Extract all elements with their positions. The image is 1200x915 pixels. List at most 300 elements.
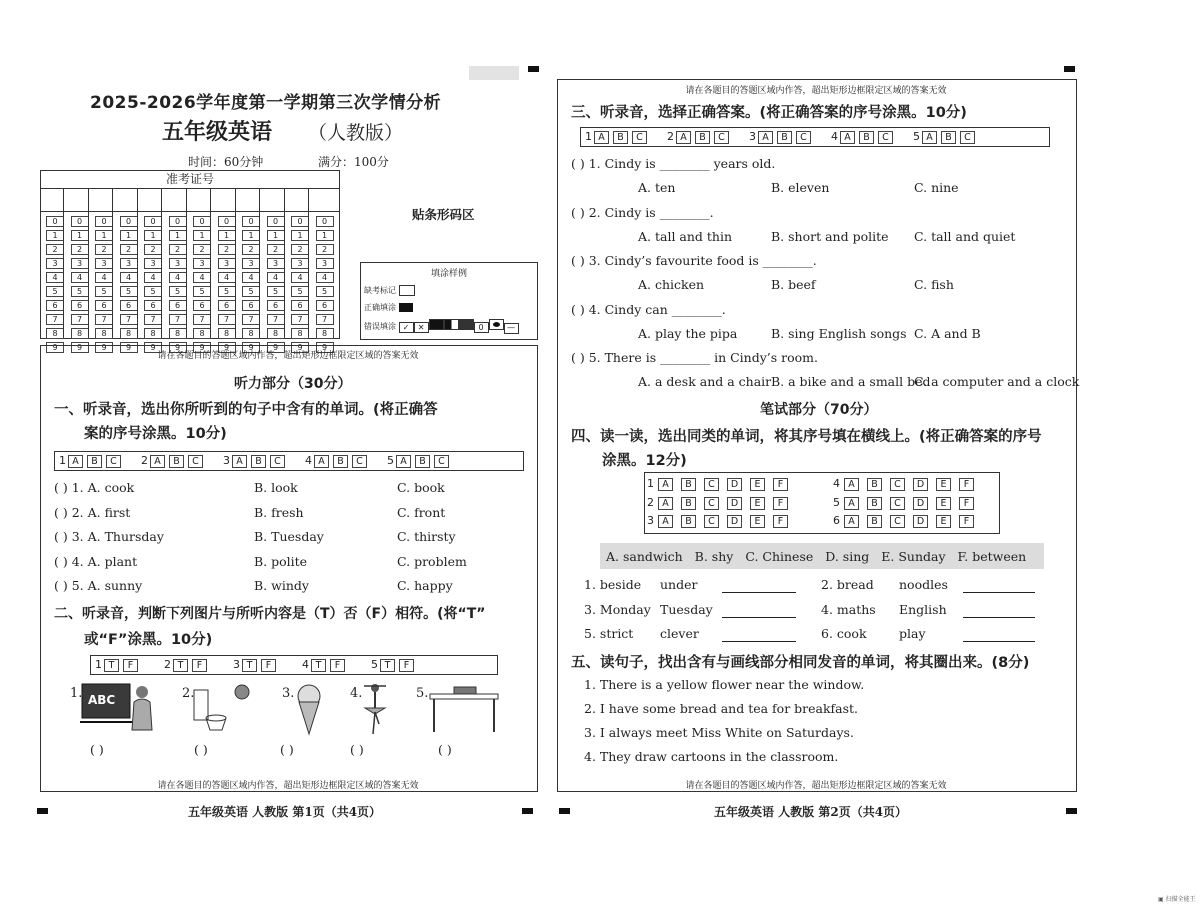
id-digit-bubble[interactable]: 4 [316, 272, 334, 283]
sec4-grid-row [833, 477, 978, 491]
id-digit-column [266, 216, 286, 356]
sec3-question: ( ) 2. Cindy is ________. [571, 204, 714, 220]
id-digit-bubble[interactable]: 9 [120, 342, 138, 353]
sec4-bubble-f[interactable]: F [773, 515, 788, 528]
answer-bubble-b[interactable]: B [415, 455, 430, 468]
answer-group [95, 658, 140, 672]
sec1-item-a: ( ) 3. A. Thursday [54, 529, 164, 544]
id-digit-bubble[interactable]: 1 [71, 230, 89, 241]
sec4-bubble-a[interactable]: A [844, 478, 859, 491]
id-digit-bubble[interactable]: 8 [193, 328, 211, 339]
answer-bubble-b[interactable]: B [941, 131, 956, 144]
id-digit-bubble[interactable]: 9 [144, 342, 162, 353]
id-digit-column [290, 216, 310, 356]
id-digit-bubble[interactable]: 6 [46, 300, 64, 311]
sec3-option-c: C. a computer and a clock [914, 374, 1080, 389]
sec4-bubble-b[interactable]: B [867, 478, 882, 491]
question-number: 2 [667, 130, 674, 143]
id-digit-bubble[interactable]: 2 [193, 244, 211, 255]
id-digit-bubble[interactable]: 6 [144, 300, 162, 311]
sec4-bubble-f[interactable]: F [773, 478, 788, 491]
sec3-question: ( ) 3. Cindy’s favourite food is ________. [571, 253, 817, 268]
id-digit-bubble[interactable]: 3 [46, 258, 64, 269]
answer-bubble-a[interactable]: A [922, 131, 937, 144]
id-digit-bubble[interactable]: 1 [267, 230, 285, 241]
sec1-item-c: C. front [397, 504, 446, 520]
sec4-grid-row [647, 514, 792, 528]
answer-bubble-c[interactable]: C [106, 455, 121, 468]
sec4-bubble-f[interactable]: F [959, 497, 974, 510]
written-header: 笔试部分（70分） [760, 402, 878, 418]
answer-bubble-b[interactable]: B [169, 455, 184, 468]
id-digit-bubble[interactable]: 2 [218, 244, 236, 255]
sec4-bubble-a[interactable]: A [844, 515, 859, 528]
answer-bubble-t[interactable]: T [380, 659, 395, 672]
id-digit-bubble[interactable]: 2 [95, 244, 113, 255]
subject-title: 五年级英语 [162, 119, 273, 145]
sec4-bubble-d[interactable]: D [727, 515, 742, 528]
id-digit-bubble[interactable]: 8 [218, 328, 236, 339]
id-column-divider [235, 189, 236, 337]
id-digit-bubble[interactable]: 0 [316, 216, 334, 227]
wrong-fill-examples: ✓ ✕ 0 — [399, 319, 519, 334]
answer-bubble-c[interactable]: C [434, 455, 449, 468]
sec1-item-b: B. fresh [254, 504, 304, 520]
id-digit-bubble[interactable]: 1 [169, 230, 187, 241]
sec4-word-1: 5. strict [584, 626, 634, 641]
sec4-bubble-a[interactable]: A [658, 515, 673, 528]
answer-bubble-c[interactable]: C [352, 455, 367, 468]
id-digit-bubble[interactable]: 4 [267, 272, 285, 283]
id-digit-bubble[interactable]: 7 [218, 314, 236, 325]
sec4-blank[interactable] [722, 592, 796, 593]
sec4-bubble-c[interactable]: C [890, 497, 905, 510]
answer-bubble-b[interactable]: B [333, 455, 348, 468]
id-digit-bubble[interactable]: 9 [169, 342, 187, 353]
id-digit-bubble[interactable]: 3 [169, 258, 187, 269]
id-digit-bubble[interactable]: 9 [218, 342, 236, 353]
left-frame-note-top: 请在各题目的答题区域内作答，超出矩形边框限定区域的答案无效 [157, 351, 419, 361]
id-digit-bubble[interactable]: 0 [291, 216, 309, 227]
id-digit-bubble[interactable]: 3 [316, 258, 334, 269]
id-digit-bubble[interactable]: 4 [291, 272, 309, 283]
id-digit-bubble[interactable]: 8 [291, 328, 309, 339]
sec4-grid-row [833, 514, 978, 528]
answer-group [223, 454, 287, 468]
sec4-grid-number: 4 [833, 477, 840, 490]
id-digit-bubble[interactable]: 1 [144, 230, 162, 241]
sec4-bubble-d[interactable]: D [727, 497, 742, 510]
sec1-item-c: C. thirsty [397, 529, 456, 544]
question-number: 4 [831, 130, 838, 143]
id-digit-bubble[interactable]: 5 [95, 286, 113, 297]
answer-bubble-t[interactable]: T [311, 659, 326, 672]
sec4-blank[interactable] [722, 641, 796, 642]
answer-bubble-a[interactable]: A [232, 455, 247, 468]
id-digit-bubble[interactable]: 0 [71, 216, 89, 227]
sec4-bubble-d[interactable]: D [913, 515, 928, 528]
sec4-word-3: 4. maths [821, 601, 876, 617]
sec4-bubble-a[interactable]: A [844, 497, 859, 510]
id-digit-bubble[interactable]: 4 [71, 272, 89, 283]
picture-num-5: 5. [416, 686, 429, 701]
sec4-bubble-d[interactable]: D [727, 478, 742, 491]
id-digit-bubble[interactable]: 6 [316, 300, 334, 311]
id-digit-bubble[interactable]: 7 [120, 314, 138, 325]
id-digit-column [119, 216, 139, 356]
id-digit-column [143, 216, 163, 356]
id-digit-bubble[interactable]: 5 [46, 286, 64, 297]
id-digit-bubble[interactable]: 9 [46, 342, 64, 353]
sec4-bubble-b[interactable]: B [867, 497, 882, 510]
id-digit-bubble[interactable]: 7 [267, 314, 285, 325]
id-digit-bubble[interactable]: 4 [95, 272, 113, 283]
id-digit-bubble[interactable]: 8 [120, 328, 138, 339]
sec4-word-2: clever [660, 626, 699, 641]
answer-group [141, 454, 205, 468]
id-digit-bubble[interactable]: 8 [144, 328, 162, 339]
sec4-bubble-b[interactable]: B [681, 497, 696, 510]
sec2-answer-paren[interactable]: ( ) [90, 742, 104, 757]
sec4-bubble-b[interactable]: B [867, 515, 882, 528]
sec4-bubble-c[interactable]: C [890, 515, 905, 528]
sec1-item-b: B. windy [254, 578, 309, 593]
id-digit-bubble[interactable]: 7 [95, 314, 113, 325]
sec4-word-1: 3. Monday [584, 601, 651, 617]
id-digit-bubble[interactable]: 3 [95, 258, 113, 269]
sec4-word-2: Tuesday [660, 601, 713, 617]
sec4-answer-grid [644, 472, 1000, 534]
sec4-bubble-a[interactable]: A [658, 497, 673, 510]
id-digit-bubble[interactable]: 6 [242, 300, 260, 311]
id-digit-bubble[interactable]: 5 [169, 286, 187, 297]
id-digit-bubble[interactable]: 6 [169, 300, 187, 311]
id-digit-bubble[interactable]: 9 [95, 342, 113, 353]
id-digit-bubble[interactable]: 3 [242, 258, 260, 269]
sec3-option-c: C. nine [914, 180, 959, 195]
id-digit-bubble[interactable]: 7 [144, 314, 162, 325]
id-digit-bubble[interactable]: 1 [242, 230, 260, 241]
id-digit-column [168, 216, 188, 356]
id-digit-bubble[interactable]: 6 [193, 300, 211, 311]
sec4-title: 四、读一读，选出同类的单词，将其序号填在横线上。(将正确答案的序号 [571, 429, 1042, 445]
sec3-option-b: B. sing English songs [771, 325, 907, 341]
sec4-word-4: English [899, 601, 947, 617]
id-digit-bubble[interactable]: 2 [169, 244, 187, 255]
board-text: ABC [88, 693, 116, 707]
id-digit-column [192, 216, 212, 356]
answer-bubble-b[interactable]: B [251, 455, 266, 468]
id-digit-bubble[interactable]: 3 [144, 258, 162, 269]
question-number: 1 [59, 454, 66, 467]
id-digit-bubble[interactable]: 7 [242, 314, 260, 325]
sec4-grid-number: 6 [833, 514, 840, 527]
id-digit-bubble[interactable]: 7 [169, 314, 187, 325]
answer-bubble-f[interactable]: F [330, 659, 345, 672]
id-digit-bubble[interactable]: 7 [46, 314, 64, 325]
answer-group [831, 130, 895, 144]
id-digit-bubble[interactable]: 8 [242, 328, 260, 339]
sec4-bubble-a[interactable]: A [658, 478, 673, 491]
answer-bubble-f[interactable]: F [261, 659, 276, 672]
sec4-bubble-e[interactable]: E [750, 478, 765, 491]
id-digit-bubble[interactable]: 4 [46, 272, 64, 283]
id-digit-bubble[interactable]: 1 [316, 230, 334, 241]
id-digit-bubble[interactable]: 2 [144, 244, 162, 255]
answer-bubble-b[interactable]: B [695, 131, 710, 144]
id-digit-bubble[interactable]: 3 [193, 258, 211, 269]
id-digit-bubble[interactable]: 9 [291, 342, 309, 353]
id-digit-bubble[interactable]: 9 [71, 342, 89, 353]
sec4-bubble-e[interactable]: E [936, 515, 951, 528]
sec1-item-c: C. problem [397, 553, 467, 569]
sec2-answer-paren[interactable]: ( ) [438, 742, 452, 757]
right-footer: 五年级英语 人教版 第2页（共4页） [714, 805, 908, 819]
sec4-blank[interactable] [963, 641, 1035, 642]
answer-bubble-c[interactable]: C [188, 455, 203, 468]
answer-bubble-a[interactable]: A [594, 131, 609, 144]
sec4-blank[interactable] [722, 617, 796, 618]
answer-bubble-f[interactable]: F [192, 659, 207, 672]
answer-bubble-c[interactable]: C [960, 131, 975, 144]
id-digit-bubble[interactable]: 1 [193, 230, 211, 241]
dancer-picture [360, 682, 390, 736]
id-digit-bubble[interactable]: 2 [120, 244, 138, 255]
word-bank [600, 543, 1044, 569]
sec1-title-2: 案的序号涂黑。10分) [84, 426, 227, 442]
id-digit-bubble[interactable]: 8 [267, 328, 285, 339]
sec4-bubble-f[interactable]: F [773, 497, 788, 510]
id-digit-bubble[interactable]: 5 [218, 286, 236, 297]
id-digit-bubble[interactable]: 6 [267, 300, 285, 311]
answer-bubble-t[interactable]: T [173, 659, 188, 672]
id-digit-bubble[interactable]: 6 [71, 300, 89, 311]
sec4-word-2: under [660, 577, 698, 592]
question-number: 3 [223, 454, 230, 467]
sec4-bubble-f[interactable]: F [959, 515, 974, 528]
id-digit-bubble[interactable]: 7 [291, 314, 309, 325]
answer-bubble-c[interactable]: C [878, 131, 893, 144]
sec4-bubble-e[interactable]: E [936, 478, 951, 491]
sec4-bubble-c[interactable]: C [704, 478, 719, 491]
sec2-answer-paren[interactable]: ( ) [350, 742, 364, 757]
question-number: 2 [164, 658, 171, 671]
id-digit-bubble[interactable]: 8 [71, 328, 89, 339]
id-digit-bubble[interactable]: 3 [267, 258, 285, 269]
id-digit-bubble[interactable]: 1 [218, 230, 236, 241]
right-frame-note-top: 请在各题目的答题区域内作答，超出矩形边框限定区域的答案无效 [685, 86, 947, 96]
answer-bubble-a[interactable]: A [150, 455, 165, 468]
sec1-item-a: ( ) 2. A. first [54, 504, 131, 520]
id-digit-bubble[interactable]: 1 [46, 230, 64, 241]
sec2-answer-paren[interactable]: ( ) [280, 742, 294, 757]
id-digit-bubble[interactable]: 6 [120, 300, 138, 311]
question-number: 4 [302, 658, 309, 671]
answer-bubble-f[interactable]: F [123, 659, 138, 672]
answer-bubble-c[interactable]: C [796, 131, 811, 144]
sec4-title-2: 涂黑。12分) [602, 453, 687, 469]
id-digit-bubble[interactable]: 6 [291, 300, 309, 311]
id-digit-bubble[interactable]: 3 [218, 258, 236, 269]
question-number: 3 [233, 658, 240, 671]
answer-bubble-c[interactable]: C [714, 131, 729, 144]
answer-bubble-c[interactable]: C [632, 131, 647, 144]
sec4-word-3: 2. bread [821, 577, 874, 592]
sec1-title: 一、听录音，选出你所听到的句子中含有的单词。(将正确答 [54, 402, 438, 418]
id-digit-bubble[interactable]: 4 [242, 272, 260, 283]
id-digit-bubble[interactable]: 6 [218, 300, 236, 311]
sec4-bubble-e[interactable]: E [750, 515, 765, 528]
id-digit-bubble[interactable]: 7 [193, 314, 211, 325]
id-digit-bubble[interactable]: 2 [46, 244, 64, 255]
id-column-divider [284, 189, 285, 337]
answer-bubble-t[interactable]: T [104, 659, 119, 672]
sec4-bubble-b[interactable]: B [681, 478, 696, 491]
id-digit-bubble[interactable]: 2 [71, 244, 89, 255]
id-column-divider [308, 189, 309, 337]
id-digit-bubble[interactable]: 5 [144, 286, 162, 297]
correct-fill [399, 303, 413, 312]
sec5-sentence: 4. They draw cartoons in the classroom. [584, 749, 839, 764]
answer-bubble-b[interactable]: B [613, 131, 628, 144]
sec3-option-b: B. a bike and a small bed [771, 374, 931, 389]
id-digit-bubble[interactable]: 5 [267, 286, 285, 297]
answer-bubble-b[interactable]: B [87, 455, 102, 468]
id-digit-bubble[interactable]: 5 [291, 286, 309, 297]
id-digit-bubble[interactable]: 2 [242, 244, 260, 255]
id-digit-bubble[interactable]: 0 [46, 216, 64, 227]
id-digit-column [217, 216, 237, 356]
sec2-title-2: 或“F”涂黑。10分) [84, 632, 213, 648]
sec5-sentence: 3. I always meet Miss White on Saturdays. [584, 725, 854, 740]
sec4-bubble-e[interactable]: E [750, 497, 765, 510]
id-digit-bubble[interactable]: 3 [120, 258, 138, 269]
sec2-title: 二、听录音，判断下列图片与所听内容是（T）否（F）相符。(将“T” [54, 606, 486, 622]
id-digit-bubble[interactable]: 8 [316, 328, 334, 339]
id-digit-bubble[interactable]: 0 [144, 216, 162, 227]
answer-bubble-a[interactable]: A [758, 131, 773, 144]
scanner-logo: ▣ 扫描全能王 [1158, 896, 1196, 903]
id-digit-bubble[interactable]: 4 [144, 272, 162, 283]
left-footer: 五年级英语 人教版 第1页（共4页） [188, 805, 382, 819]
id-digit-column [241, 216, 261, 356]
id-column-divider [259, 189, 260, 337]
score-label: 满分：100分 [318, 155, 389, 169]
answer-bubble-a[interactable]: A [314, 455, 329, 468]
sec4-bubble-f[interactable]: F [959, 478, 974, 491]
id-digit-bubble[interactable]: 4 [120, 272, 138, 283]
id-digit-bubble[interactable]: 5 [193, 286, 211, 297]
id-digit-bubble[interactable]: 5 [316, 286, 334, 297]
sec5-sentence: 2. I have some bread and tea for breakfast. [584, 701, 859, 716]
word-bank-item: E. Sunday [881, 548, 946, 564]
answer-bubble-b[interactable]: B [777, 131, 792, 144]
id-digit-bubble[interactable]: 9 [267, 342, 285, 353]
id-column-divider [63, 189, 64, 337]
id-digit-bubble[interactable]: 0 [242, 216, 260, 227]
id-digit-bubble[interactable]: 2 [267, 244, 285, 255]
answer-group [387, 454, 451, 468]
id-digit-bubble[interactable]: 4 [169, 272, 187, 283]
sec4-bubble-c[interactable]: C [704, 497, 719, 510]
id-digit-bubble[interactable]: 9 [193, 342, 211, 353]
sec4-bubble-e[interactable]: E [936, 497, 951, 510]
sec4-blank[interactable] [963, 617, 1035, 618]
id-digit-bubble[interactable]: 8 [169, 328, 187, 339]
word-bank-item: D. sing [825, 548, 870, 564]
id-digit-bubble[interactable]: 2 [291, 244, 309, 255]
answer-bubble-a[interactable]: A [396, 455, 411, 468]
id-digit-bubble[interactable]: 0 [120, 216, 138, 227]
answer-bubble-t[interactable]: T [242, 659, 257, 672]
id-digit-bubble[interactable]: 4 [193, 272, 211, 283]
id-digit-bubble[interactable]: 5 [242, 286, 260, 297]
sec3-title: 三、听录音，选择正确答案。(将正确答案的序号涂黑。10分) [571, 105, 967, 121]
absent-label: 缺考标记 [364, 286, 396, 295]
id-digit-bubble[interactable]: 4 [218, 272, 236, 283]
id-digit-bubble[interactable]: 1 [291, 230, 309, 241]
answer-bubble-a[interactable]: A [676, 131, 691, 144]
id-digit-bubble[interactable]: 0 [218, 216, 236, 227]
sec4-grid-number: 1 [647, 477, 654, 490]
id-digit-bubble[interactable]: 1 [120, 230, 138, 241]
id-digit-bubble[interactable]: 0 [95, 216, 113, 227]
question-number: 1 [585, 130, 592, 143]
id-digit-bubble[interactable]: 2 [316, 244, 334, 255]
id-digit-bubble[interactable]: 0 [193, 216, 211, 227]
sec1-item-b: B. Tuesday [254, 529, 324, 544]
answer-bubble-a[interactable]: A [840, 131, 855, 144]
id-digit-bubble[interactable]: 5 [120, 286, 138, 297]
sec4-bubble-b[interactable]: B [681, 515, 696, 528]
answer-group [667, 130, 731, 144]
id-digit-column [94, 216, 114, 356]
time-label: 时间：60分钟 [188, 155, 264, 169]
sec4-bubble-c[interactable]: C [890, 478, 905, 491]
absent-box[interactable] [399, 285, 415, 296]
fill-sample-title: 填涂样例 [430, 269, 467, 279]
id-digit-bubble[interactable]: 7 [316, 314, 334, 325]
sec4-bubble-d[interactable]: D [913, 478, 928, 491]
id-digit-bubble[interactable]: 1 [95, 230, 113, 241]
id-digit-bubble[interactable]: 9 [242, 342, 260, 353]
sec4-blank[interactable] [963, 592, 1035, 593]
sec3-option-b: B. short and polite [771, 228, 889, 244]
sec1-item-a: ( ) 1. A. cook [54, 480, 135, 495]
answer-bubble-a[interactable]: A [68, 455, 83, 468]
picture-num-2: 2. [182, 686, 195, 701]
id-digit-bubble[interactable]: 7 [71, 314, 89, 325]
sec4-bubble-c[interactable]: C [704, 515, 719, 528]
id-digit-bubble[interactable]: 0 [267, 216, 285, 227]
sec1-item-a: ( ) 5. A. sunny [54, 578, 143, 593]
id-digit-bubble[interactable]: 5 [71, 286, 89, 297]
answer-bubble-b[interactable]: B [859, 131, 874, 144]
id-digit-bubble[interactable]: 3 [291, 258, 309, 269]
sec2-answer-paren[interactable]: ( ) [194, 742, 208, 757]
answer-bubble-f[interactable]: F [399, 659, 414, 672]
id-digit-bubble[interactable]: 0 [169, 216, 187, 227]
answer-bubble-c[interactable]: C [270, 455, 285, 468]
id-digit-bubble[interactable]: 3 [71, 258, 89, 269]
id-digit-bubble[interactable]: 8 [95, 328, 113, 339]
id-digit-bubble[interactable]: 9 [316, 342, 334, 353]
id-digit-bubble[interactable]: 8 [46, 328, 64, 339]
id-digit-bubble[interactable]: 6 [95, 300, 113, 311]
sec3-question: ( ) 5. There is ________ in Cindy’s room. [571, 350, 819, 365]
question-number: 3 [749, 130, 756, 143]
sec4-bubble-d[interactable]: D [913, 497, 928, 510]
